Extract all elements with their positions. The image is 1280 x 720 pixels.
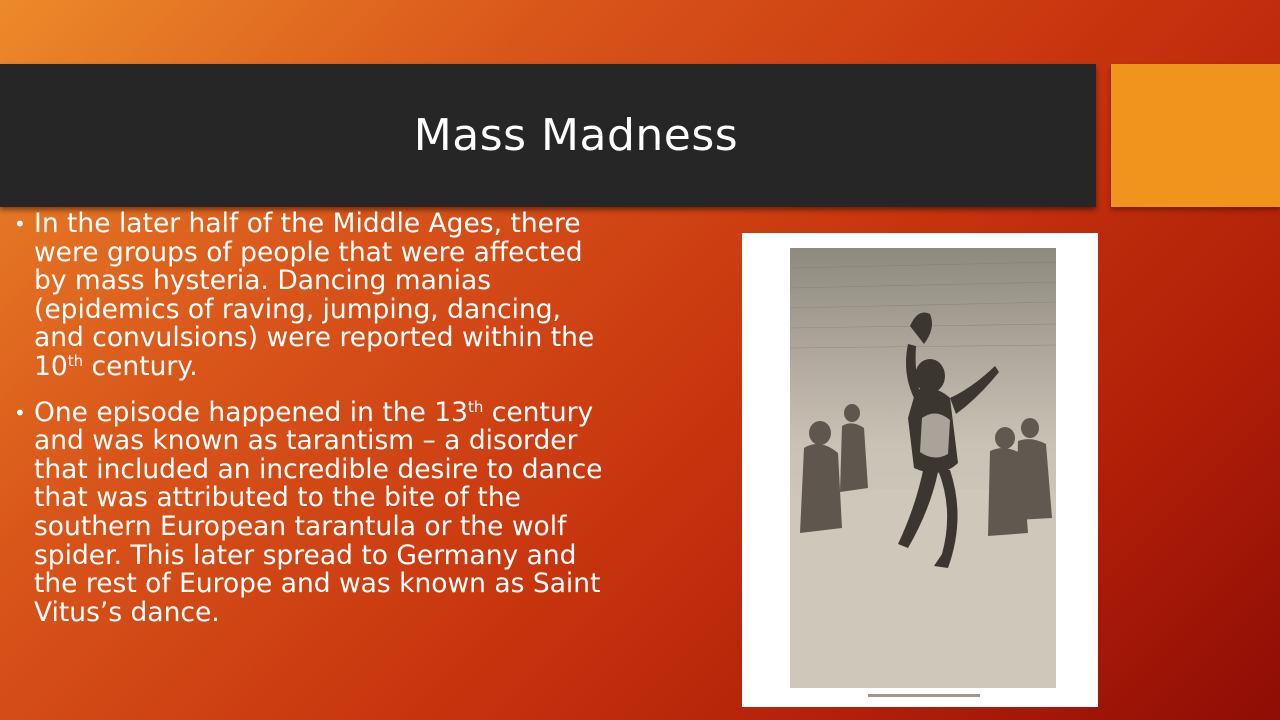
bullet-text-end: century and was known as tarantism – a disorder that included an incredible desire to dance that was attributed to the bite of the southern European tarantula or the wolf spider. This later spread to Germany and the rest of Europe and was known as Saint Vitus’s dance. [34,396,603,628]
engraving-caption [868,694,980,697]
bullet-marker: • [14,212,26,236]
title-bar [0,64,1096,207]
bullet-item [14,210,604,382]
bullet-text: One episode happened in the 13 [34,396,468,428]
accent-square [1111,64,1280,207]
bullet-list [14,210,604,644]
slide-title: Mass Madness [413,110,739,161]
dancing-figure-engraving-icon [790,248,1056,688]
superscript: th [67,351,84,370]
bullet-item [14,396,604,628]
superscript: th [467,397,484,416]
bullet-text-end: century. [83,350,198,382]
bullet-text: In the later half of the Middle Ages, there were groups of people that were affected by mass hysteria. Dancing manias (epidemics of raving, jumping, dancing, and convulsions) were reported within the 10 [34,208,595,382]
bullet-marker: • [14,400,26,425]
